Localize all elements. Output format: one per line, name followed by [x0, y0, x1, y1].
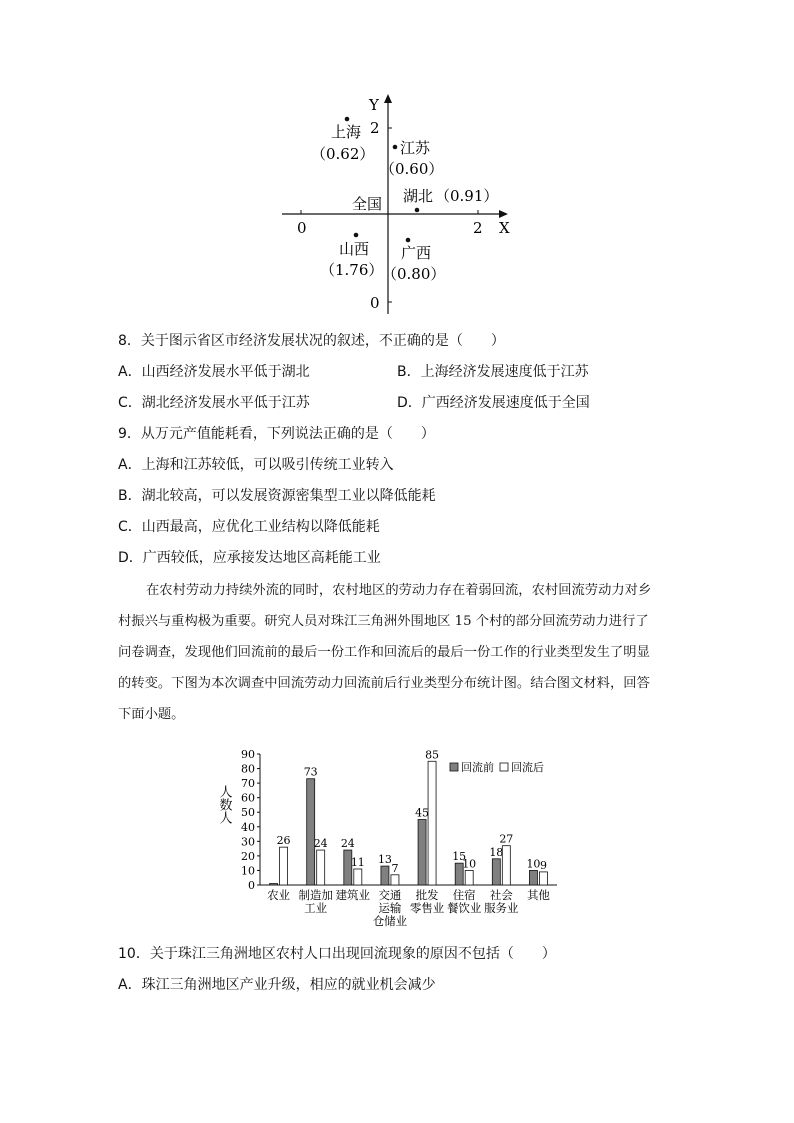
point-label-guangxi: 广西: [401, 244, 432, 262]
category-label: 运输: [378, 901, 402, 915]
point-shanghai: [345, 117, 350, 122]
bar-before: [270, 884, 278, 885]
bar-value-label: 27: [499, 832, 514, 846]
category-label: 服务业: [484, 901, 519, 915]
legend-swatch-before: [450, 763, 458, 771]
y-tick-label: 50: [241, 806, 255, 820]
point-label-shanxi: 山西: [339, 240, 370, 258]
bar-after: [539, 872, 547, 885]
legend-swatch-after: [500, 763, 508, 771]
y-tick-label-0: 0: [370, 294, 380, 312]
q10-stem: 10．关于珠江三角洲地区农村人口出现回流现象的原因不包括（ ）: [118, 946, 556, 962]
q10-option-a[interactable]: A．珠江三角洲地区产业升级，相应的就业机会减少: [118, 977, 436, 993]
point-label-shanghai: 上海: [331, 123, 362, 141]
point-shanxi: [354, 233, 359, 238]
bar-after: [502, 846, 510, 885]
point-value-shanghai: （0.62）: [311, 145, 375, 163]
bar-before: [529, 870, 537, 885]
x-tick-label-2: 2: [473, 219, 483, 237]
category-label: 交通: [378, 888, 402, 902]
legend-label-after: 回流后: [511, 761, 544, 774]
bar-after: [428, 761, 436, 885]
y-axis-arrow: [384, 94, 392, 103]
q9-option-b[interactable]: B．湖北较高，可以发展资源密集型工业以降低能耗: [118, 488, 436, 504]
legend-label-before: 回流前: [461, 761, 494, 774]
bar-after: [280, 847, 288, 885]
category-label: 其他: [526, 888, 550, 902]
point-label-hubei: 湖北: [403, 187, 434, 205]
bar-value-label: 24: [313, 837, 328, 851]
category-label: 餐饮业: [446, 901, 482, 915]
passage-line: 下面小题。: [118, 707, 185, 722]
point-guangxi: [406, 238, 411, 243]
bar-value-label: 24: [340, 837, 355, 851]
category-label: 工业: [304, 901, 328, 915]
point-label-national: 全国: [352, 195, 383, 213]
q9-option-d[interactable]: D．广西较低，应承接发达地区高耗能工业: [118, 550, 381, 566]
passage-line: 问卷调查，发现他们回流前的最后一份工作和回流后的最后一份工作的行业类型发生了明显: [118, 645, 650, 660]
y-tick-label: 70: [241, 777, 255, 791]
y-tick-label: 90: [241, 748, 255, 761]
point-value-shanxi: （1.76）: [320, 261, 384, 279]
q8-option-b[interactable]: B．上海经济发展速度低于江苏: [397, 364, 589, 380]
bar-before: [492, 859, 500, 885]
bar-value-label: 9: [539, 858, 547, 872]
point-value-guangxi: （0.80）: [382, 265, 446, 283]
category-label: 农业: [267, 888, 291, 902]
bar-value-label: 45: [415, 806, 430, 820]
bar-after: [465, 870, 473, 885]
reading-passage: [118, 575, 678, 730]
bar-value-label: 26: [276, 834, 291, 848]
y-tick-label: 20: [241, 849, 255, 863]
bar-after: [391, 875, 399, 885]
y-tick-label-2: 2: [370, 119, 380, 137]
category-label: 仓储业: [372, 914, 408, 928]
q8-option-c[interactable]: C．湖北经济发展水平低于江苏: [118, 395, 310, 411]
bar-before: [418, 820, 426, 886]
y-tick-label: 0: [248, 879, 255, 892]
bar-value-label: 85: [425, 748, 440, 762]
point-jiangsu: [393, 145, 398, 150]
q9-option-a[interactable]: A．上海和江苏较低，可以吸引传统工业转入: [118, 457, 394, 473]
y-axis-label: Y: [369, 96, 379, 114]
y-tick-label: 60: [241, 791, 255, 805]
labor-return-bar-chart: [210, 745, 570, 935]
bar-value-label: 13: [377, 853, 392, 867]
bar-value-label: 10: [526, 857, 541, 871]
province-scatter-figure: [270, 88, 530, 323]
bar-before: [381, 866, 389, 885]
passage-line: 村振兴与重构极为重要。研究人员对珠江三角洲外围地区 15 个村的部分回流劳动力进行了: [118, 614, 649, 629]
x-axis-arrow: [499, 210, 508, 218]
passage-line: 在农村劳动力持续外流的同时，农村地区的劳动力存在着弱回流，农村回流劳动力对乡: [146, 583, 652, 598]
y-tick-label: 30: [241, 835, 255, 849]
y-tick-label: 40: [241, 820, 255, 834]
category-label: 批发: [415, 888, 439, 902]
category-label: 零售业: [409, 901, 445, 915]
bar-before: [307, 779, 315, 885]
point-value-hubei: （0.91）: [435, 187, 499, 205]
q9-stem: 9．从万元产值能耗看，下列说法正确的是（ ）: [118, 426, 435, 442]
q9-option-c[interactable]: C．山西最高，应优化工业结构以降低能耗: [118, 519, 380, 535]
bar-value-label: 18: [489, 845, 504, 859]
category-label: 住宿: [452, 888, 476, 902]
bar-after: [354, 869, 362, 885]
point-label-jiangsu: 江苏: [400, 139, 431, 157]
bar-value-label: 10: [462, 857, 477, 871]
category-label: 制造加: [298, 888, 333, 902]
y-axis-label: 人数人: [216, 785, 232, 824]
category-label: 建筑业: [335, 888, 371, 902]
q8-option-d[interactable]: D．广西经济发展速度低于全国: [397, 395, 590, 411]
bar-value-label: 73: [303, 765, 318, 779]
x-tick-label-0: 0: [297, 219, 307, 237]
q8-stem: 8．关于图示省区市经济发展状况的叙述，不正确的是（ ）: [118, 333, 505, 349]
x-axis-label: X: [499, 219, 510, 237]
point-value-jiangsu: （0.60）: [380, 160, 444, 178]
y-tick-label: 10: [241, 864, 255, 878]
bar-value-label: 7: [391, 861, 399, 875]
category-label: 社会: [489, 888, 513, 902]
y-tick-label: 80: [241, 762, 255, 776]
bar-after: [317, 850, 325, 885]
bar-value-label: 11: [350, 855, 365, 869]
q8-option-a[interactable]: A．山西经济发展水平低于湖北: [118, 364, 310, 380]
passage-line: 的转变。下图为本次调查中回流劳动力回流前后行业类型分布统计图。结合图文材料，回答: [118, 676, 650, 691]
bar-value-label: 15: [452, 850, 467, 864]
point-hubei: [415, 208, 420, 213]
